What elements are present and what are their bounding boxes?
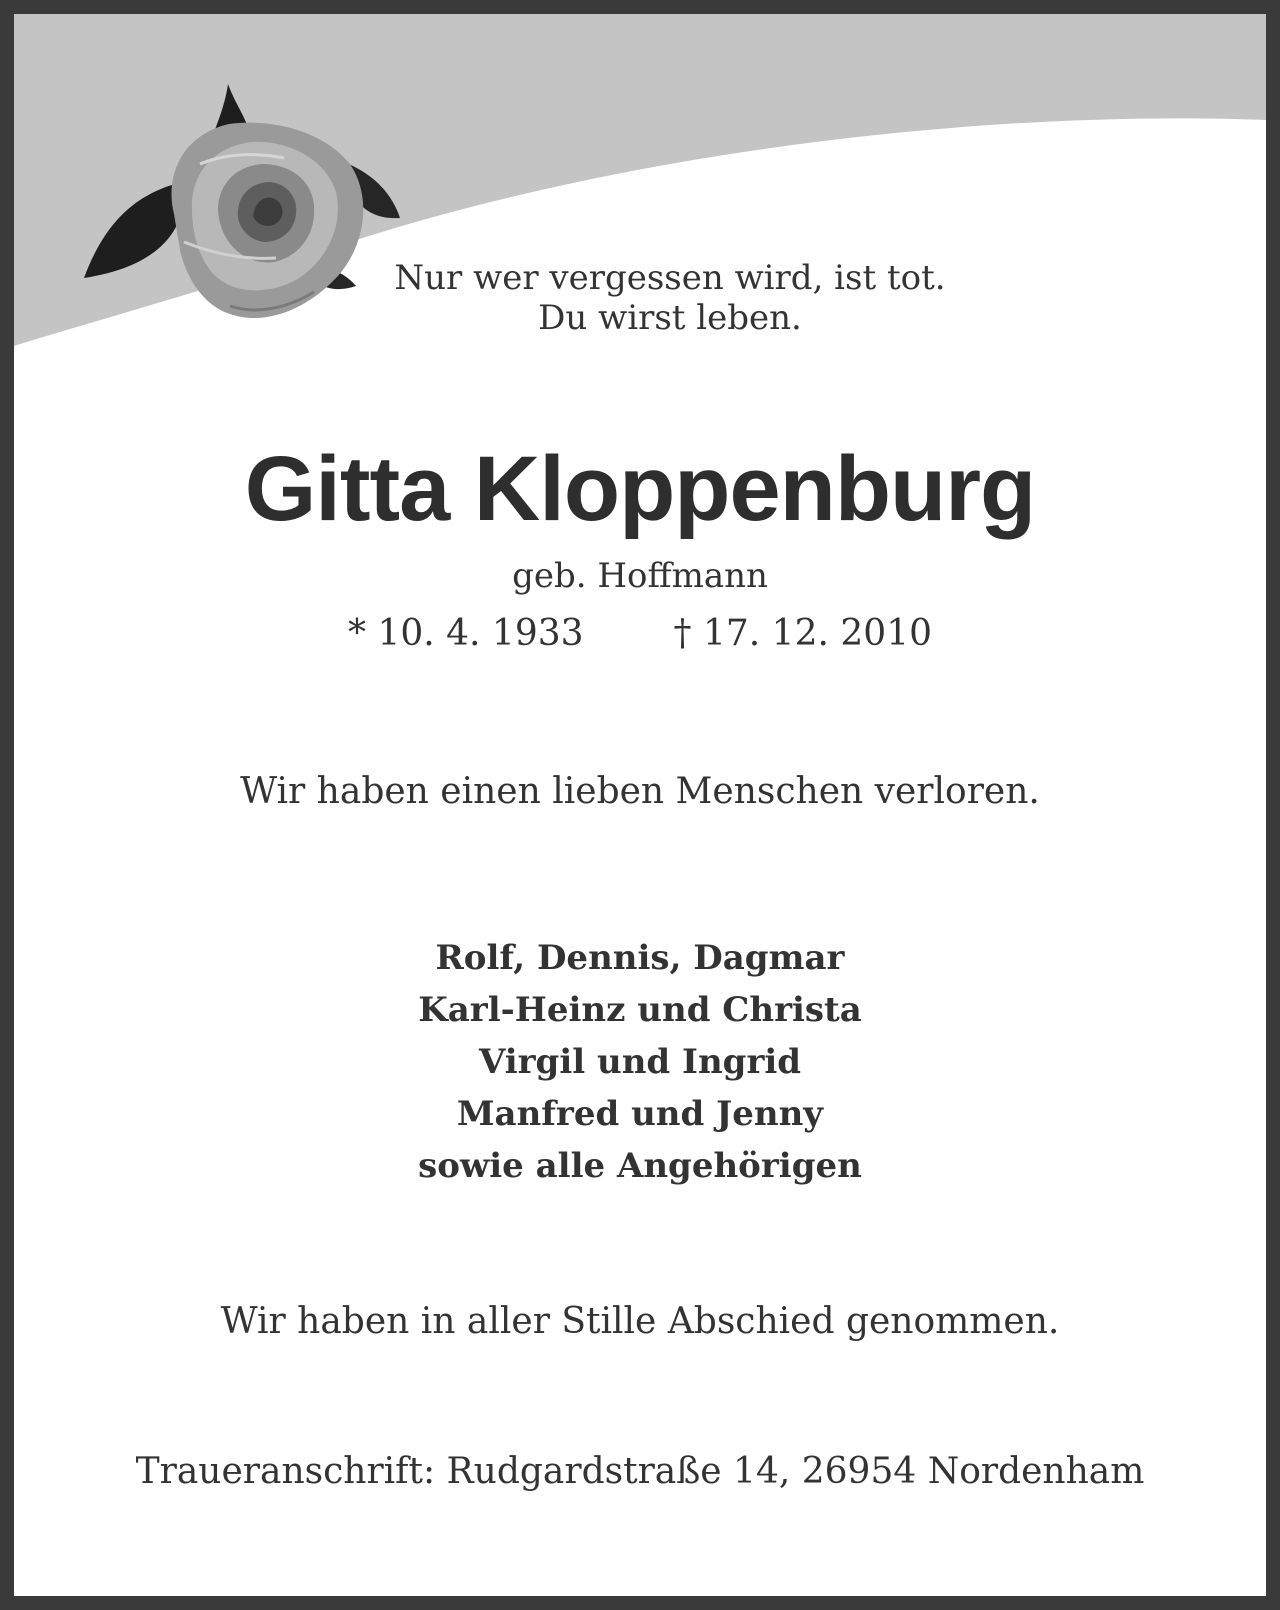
mourners-list [14, 932, 1266, 1192]
mourning-address: Traueranschrift: Rudgardstraße 14, 26954 Nordenham [135, 1451, 1145, 1492]
maiden-name: geb. Hoffmann [512, 556, 768, 596]
motto-line-1: Nur wer vergessen wird, ist tot. [394, 258, 946, 298]
death-date: † 17. 12. 2010 [673, 613, 932, 654]
birth-date: * 10. 4. 1933 [348, 613, 584, 654]
mourner-line: Manfred und Jenny [456, 1094, 824, 1134]
deceased-name: Gitta Kloppenburg [244, 438, 1036, 540]
mourner-line: Virgil und Ingrid [478, 1042, 802, 1082]
motto-line-2: Du wirst leben. [538, 298, 802, 338]
mourner-line: Rolf, Dennis, Dagmar [435, 938, 845, 978]
mourner-line: sowie alle Angehörigen [418, 1146, 862, 1186]
farewell-message: Wir haben in aller Stille Abschied genommen. [220, 1301, 1060, 1342]
motto [370, 258, 970, 338]
mourner-line: Karl-Heinz und Christa [418, 990, 862, 1030]
life-dates [14, 612, 1266, 656]
loss-message: Wir haben einen lieben Menschen verloren. [240, 771, 1040, 812]
